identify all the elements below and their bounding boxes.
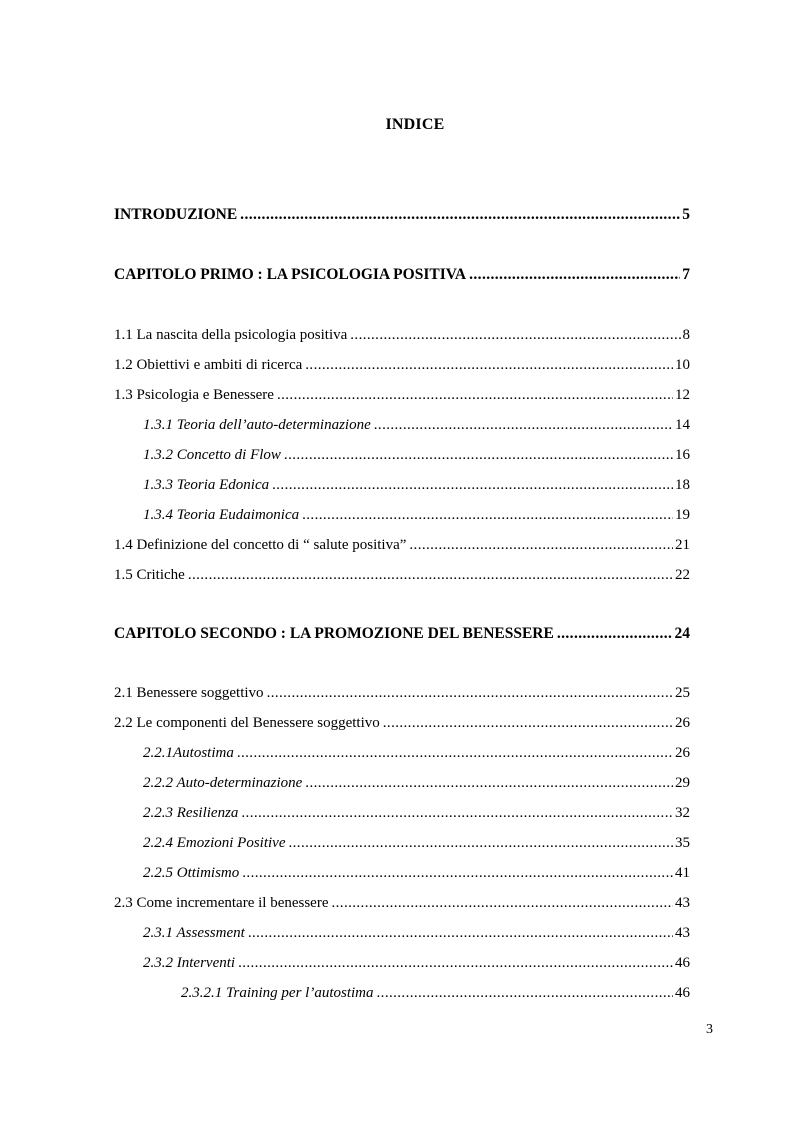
toc-label: 1.2 Obiettivi e ambiti di ricerca [114,357,303,373]
toc-page-number: 21 [675,537,690,553]
toc-page-number: 12 [675,387,690,403]
toc-leader-dots [248,923,673,943]
toc-leader-dots [305,355,673,375]
toc-entry-1-3-1[interactable] [143,415,690,435]
toc-entry-1-4[interactable] [114,535,690,555]
page-number: 3 [706,1022,713,1037]
toc-label: 2.3.2 Interventi [143,955,236,971]
toc-entry-2-2-4[interactable] [143,833,690,853]
toc-page-number: 8 [682,327,690,343]
toc-entry-capitolo-secondo[interactable] [114,624,690,644]
toc-page-number: 41 [675,865,690,881]
toc-leader-dots [272,475,673,495]
toc-leader-dots [241,803,673,823]
toc-label: 2.3 Come incrementare il benessere [114,895,329,911]
toc-label: 2.1 Benessere soggettivo [114,685,264,701]
toc-entry-1-3-4[interactable] [143,505,690,525]
toc-label: 1.3 Psicologia e Benessere [114,387,274,403]
toc-entry-2-2[interactable] [114,713,690,733]
toc-leader-dots [240,205,680,225]
toc-entry-1-3[interactable] [114,385,690,405]
toc-page-number: 43 [675,925,690,941]
toc-page-number: 19 [675,507,690,523]
toc-leader-dots [377,983,673,1003]
toc-label: 1.3.4 Teoria Eudaimonica [143,507,300,523]
toc-leader-dots [289,833,674,853]
toc-page-number: 16 [675,447,690,463]
toc-leader-dots [237,743,673,763]
toc-leader-dots [277,385,673,405]
toc-label: 2.3.2.1 Training per l’autostima [181,985,374,1001]
toc-page-number: 35 [675,835,690,851]
toc-label: CAPITOLO PRIMO : LA PSICOLOGIA POSITIVA [114,266,467,283]
toc-page-number: 43 [675,895,690,911]
toc-label: 2.2.1Autostima [143,745,234,761]
toc-label: 1.3.2 Concetto di Flow [143,447,281,463]
toc-leader-dots [305,773,673,793]
toc-leader-dots [332,893,674,913]
toc-entry-1-1[interactable] [114,325,690,345]
toc-entry-2-2-3[interactable] [143,803,690,823]
toc-page-number: 32 [675,805,690,821]
toc-leader-dots [267,683,673,703]
toc-label: 2.2.2 Auto-determinazione [143,775,303,791]
toc-entry-2-3-2-1[interactable] [181,983,690,1003]
toc-leader-dots [238,953,673,973]
toc-page-number: 10 [675,357,690,373]
toc-page-number: 46 [675,985,690,1001]
toc-entry-2-1[interactable] [114,683,690,703]
toc-entry-1-3-2[interactable] [143,445,690,465]
toc-leader-dots [302,505,673,525]
toc-entry-2-3-2[interactable] [143,953,690,973]
toc-page-number: 5 [682,206,690,223]
toc-leader-dots [469,265,680,285]
toc-entry-2-3-1[interactable] [143,923,690,943]
toc-label: 2.2.3 Resilienza [143,805,239,821]
toc-entry-introduzione[interactable] [114,205,690,225]
toc-label: 2.2.5 Ottimismo [143,865,240,881]
toc-entry-capitolo-primo[interactable] [114,265,690,285]
toc-entry-2-3[interactable] [114,893,690,913]
toc-leader-dots [374,415,673,435]
toc-leader-dots [557,624,673,644]
toc-leader-dots [350,325,680,345]
toc-page-number: 22 [675,567,690,583]
toc-label: 1.4 Definizione del concetto di “ salute positiva” [114,537,407,553]
toc-page-number: 7 [682,266,690,283]
toc-label: 1.5 Critiche [114,567,185,583]
toc-entry-1-5[interactable] [114,565,690,585]
toc-label: 1.3.3 Teoria Edonica [143,477,270,493]
toc-label: 1.1 La nascita della psicologia positiva [114,327,348,343]
toc-entry-1-2[interactable] [114,355,690,375]
toc-page-number: 46 [675,955,690,971]
page-title: INDICE [385,116,445,133]
toc-leader-dots [188,565,673,585]
toc-leader-dots [409,535,673,555]
toc-leader-dots [242,863,673,883]
toc-label: INTRODUZIONE [114,206,238,223]
toc-label: 2.2.4 Emozioni Positive [143,835,286,851]
toc-entry-1-3-3[interactable] [143,475,690,495]
toc-page-number: 25 [675,685,690,701]
toc-page-number: 26 [675,715,690,731]
toc-page-number: 24 [674,625,690,642]
toc-page-number: 18 [675,477,690,493]
toc-page-number: 26 [675,745,690,761]
toc-leader-dots [284,445,673,465]
toc-leader-dots [383,713,673,733]
toc-entry-2-2-1[interactable] [143,743,690,763]
toc-label: 1.3.1 Teoria dell’auto-determinazione [143,417,371,433]
toc-page-number: 29 [675,775,690,791]
toc-label: CAPITOLO SECONDO : LA PROMOZIONE DEL BENESSERE [114,625,554,642]
toc-entry-2-2-2[interactable] [143,773,690,793]
toc-entry-2-2-5[interactable] [143,863,690,883]
toc-label: 2.2 Le componenti del Benessere soggettivo [114,715,380,731]
toc-label: 2.3.1 Assessment [143,925,245,941]
toc-page-number: 14 [675,417,690,433]
